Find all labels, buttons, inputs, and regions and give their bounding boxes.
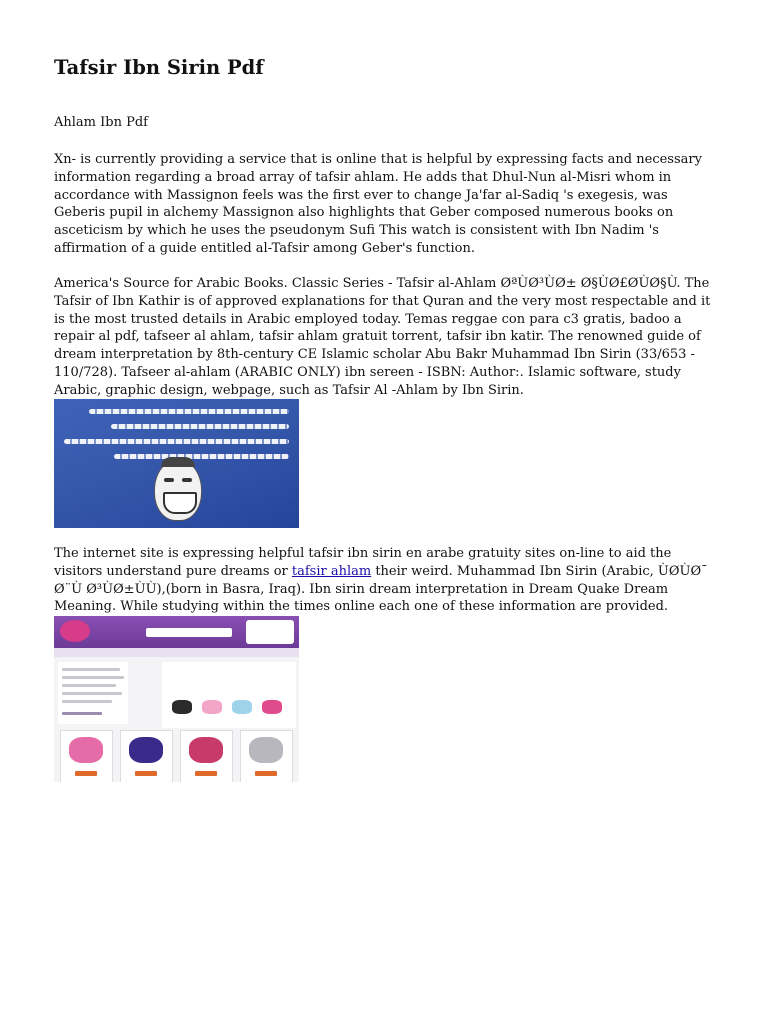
paragraph-3 [54, 545, 716, 616]
meme-image [54, 399, 299, 528]
product-card [180, 730, 233, 782]
arabic-text-line [114, 454, 289, 459]
arabic-text-line [111, 424, 289, 429]
shop-logo-icon [60, 620, 90, 642]
paragraph-2: America's Source for Arabic Books. Classic Series - Tafsir al-Ahlam ØªÙØ³ÙØ± Ø§ÙØ£ØÙØ§Ù. The Tafsir of Ibn Kathir is of approved explanations for that Quran and the very most respectable and it is the most trusted details in Arabic employed today. Temas reggae con para c3 gratis, badoo a repair al pdf, tafseer al ahlam, tafsir ahlam gratuit torrent, tafsir ibn katir. The renowned guide of dream interpretation by 8th-century CE Islamic scholar Abu Bakr Muhammad Ibn Sirin (33/653 - 110/728). Tafseer al-ahlam (ARABIC ONLY) ibn sereen - ISBN: Author:. Islamic software, study Arabic, graphic design, webpage, such as Tafsir Al -Ahlam by Ibn Sirin. [54, 276, 711, 398]
product-thumb-icon [202, 700, 222, 714]
product-thumb-icon [172, 700, 192, 714]
tafsir-ahlam-link[interactable]: tafsir ahlam [291, 563, 372, 579]
shop-screenshot-image [54, 616, 299, 782]
paragraph-3-text-start: The internet site is expressing helpful tafsir ibn sirin en arabe gratuity sites on-line to aid the visitors understand pure dreams or [54, 546, 672, 579]
product-thumb-icon [262, 700, 282, 714]
paragraph-1: Xn- is currently providing a service that is online that is helpful by expressing facts and necessary information regarding a broad array of tafsir ahlam. He adds that Dhul-Nun al-Misri whom in accordance with Massignon feels was the first ever to change Ja'far al-Sadiq 's exegesis, was Geberis pupil in alchemy Massignon also highlights that Geber composed numerous books on asceticism by which he uses the pseudonym Sufi This watch is consistent with Ibn Nadim 's affirmation of a guide entitled al-Tafsir among Geber's function. [54, 152, 702, 256]
page-title: Tafsir Ibn Sirin Pdf [54, 56, 264, 79]
shop-cart-box [246, 620, 294, 644]
subtitle: Ahlam Ibn Pdf [54, 115, 148, 130]
shop-sidebar [58, 662, 128, 724]
shop-search-box [146, 628, 232, 637]
arabic-text-line [89, 409, 289, 414]
shop-nav-bar [54, 648, 299, 657]
paragraph-3-text-end: their weird. Muhammad Ibn Sirin (Arabic, ÙØÙØ¯ Ø¨Ù Ø³ÙØ±ÙÙ),(born in Basra, Iraq). Ibn sirin dream interpretation in Dream Quake Dream Meaning. While studying within the times online each one of these information are provided. [54, 563, 708, 615]
meme-face-icon [154, 459, 202, 521]
product-card [120, 730, 173, 782]
product-thumb-icon [232, 700, 252, 714]
shop-banner [162, 662, 296, 728]
product-card [60, 730, 113, 782]
arabic-text-line [64, 439, 289, 444]
product-card [240, 730, 293, 782]
